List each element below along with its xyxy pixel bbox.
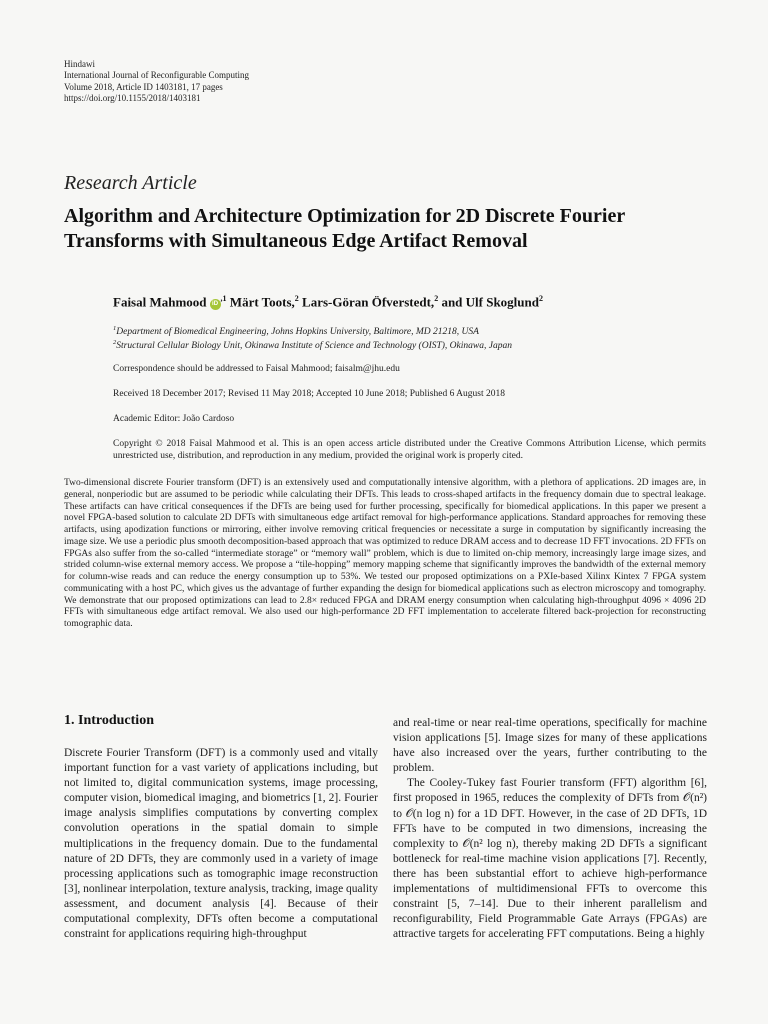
copyright-notice: Copyright © 2018 Faisal Mahmood et al. This is an open access article distributed under the Creative Commons Attribution License, which permits unrestricted use, distribution, and reproduction in any medium, provided the original work is properly cited.: [113, 439, 706, 462]
body-column-right: [393, 716, 707, 942]
paragraph: Discrete Fourier Transform (DFT) is a commonly used and vitally important function for a vast variety of applications including, but not limited to, digital communication systems, image processing, computer vision, biomedical imaging, and biometrics [1, 2]. Fourier image analysis simplifies computations by converting complex convolution operations in the spatial domain to simple multiplications in the frequency domain. Due to the fundamental nature of 2D DFTs, they are commonly used in a variety of image processing applications such as tomographic image reconstruction [3], nonlinear interpolation, texture analysis, tracking, image quality assessment, and document analysis [4]. Because of their computational complexity, DFTs often become a computational constraint for applications requiring high-throughput: [64, 747, 378, 941]
paragraph: and real-time or near real-time operations, specifically for machine vision applications [5]. Image sizes for many of these applications have also increased over the years, further contributing to the problem.: [393, 717, 707, 775]
affiliation-2: [113, 339, 512, 351]
affiliation-marker: 2: [539, 294, 543, 303]
affiliation-marker: 2: [434, 294, 439, 303]
author-name: Märt Toots,: [226, 294, 295, 310]
journal-header: [64, 59, 249, 105]
affiliation-marker: ,1: [220, 294, 227, 303]
article-type: Research Article: [64, 172, 197, 194]
body-column-left: [64, 746, 378, 942]
section-heading: 1. Introduction: [64, 713, 154, 728]
publisher-name: Hindawi: [64, 59, 95, 69]
abstract: Two-dimensional discrete Fourier transform (DFT) is an extensively used and computationally intensive algorithm, with a plethora of applications. 2D images are, in general, nonperiodic but are assumed to be periodic while calculating their DFTs. This leads to cross-shaped artifacts in the frequency domain due to spectral leakage. These artifacts can have critical consequences if the DFTs are being used for further processing, specifically for biomedical applications. In this paper we present a novel FPGA-based solution to calculate 2D DFTs with simultaneous edge artifact removal for high-performance applications. Standard approaches for removing these artifacts, using apodization functions or mirroring, either involve removing critical frequencies or necessitate a surge in computation by significantly increasing the image size. We use a periodic plus smooth decomposition-based approach that was optimized to reduce DRAM access and to decrease 1D FFT invocations. 2D FFTs on FPGAs also suffer from the so-called “intermediate storage” or “memory wall” problem, which is due to limited on-chip memory, increasingly large image sizes, and strided column-wise external memory access. We propose a “tile-hopping” memory mapping scheme that significantly improves the bandwidth of the external memory for column-wise reads and can reduce the energy consumption up to 53%. We tested our proposed optimizations on a PXIe-based Xilinx Kintex 7 FPGA system communicating with a host PC, which gives us the advantage of further expanding the design for biomedical applications such as electron microscopy and tomography. We demonstrate that our proposed optimizations can lead to 2.8× reduced FPGA and DRAM energy consumption when calculating high-throughput 4096 × 4096 2D FFTs with simultaneous edge artifact removal. We also used our high-performance 2D FFT implementation to accelerate filtered back-projection for reconstructing tomographic data.: [64, 478, 706, 629]
journal-name: International Journal of Reconfigurable Computing: [64, 70, 249, 81]
correspondence: Correspondence should be addressed to Faisal Mahmood; faisalm@jhu.edu: [113, 364, 400, 374]
doi-link[interactable]: https://doi.org/10.1155/2018/1403181: [64, 93, 201, 104]
volume-info: Volume 2018, Article ID 1403181, 17 pages: [64, 81, 223, 92]
author-name: and Ulf Skoglund: [438, 294, 539, 310]
paper-title: Algorithm and Architecture Optimization for 2D Discrete Fourier Transforms with Simultaneous Edge Artifact Removal: [64, 205, 625, 252]
publication-dates: Received 18 December 2017; Revised 11 May 2018; Accepted 10 June 2018; Published 6 August 2018: [113, 389, 505, 399]
orcid-icon[interactable]: iD: [210, 299, 221, 310]
paragraph: The Cooley-Tukey fast Fourier transform (FFT) algorithm [6], first proposed in 1965, reduces the complexity of DFTs from 𝒪(n²) to 𝒪(n log n) for a 1D DFT. However, in the case of 2D DFTs, 1D FFTs have to be computed in two dimensions, increasing the complexity to 𝒪(n² log n), thereby making 2D DFTs a significant bottleneck for real-time machine vision applications [7]. Recently, there has been substantial effort to achieve high-performance implementations of multidimensional FFTs to overcome this constraint [5, 7–14]. Due to their inherent parallelism and reconfigurability, Field Programmable Gate Arrays (FPGAs) are attractive targets for accelerating FFT computations. Being a highly: [393, 777, 707, 941]
affiliation-text: Structural Cellular Biology Unit, Okinawa Institute of Science and Technology (OIST), Okinawa, Japan: [116, 341, 512, 352]
affiliation-text: Department of Biomedical Engineering, Johns Hopkins University, Baltimore, MD 21218, USA: [116, 327, 479, 338]
affiliation-number: 2: [113, 339, 117, 346]
affiliation-marker: 2: [294, 294, 299, 303]
author-list: [113, 294, 543, 310]
academic-editor: Academic Editor: João Cardoso: [113, 414, 235, 424]
author-name: Faisal Mahmood: [113, 294, 207, 310]
author-name: Lars-Göran Öfverstedt,: [298, 294, 435, 310]
affiliation-number: 1: [113, 325, 117, 332]
affiliation-1: [113, 325, 479, 337]
